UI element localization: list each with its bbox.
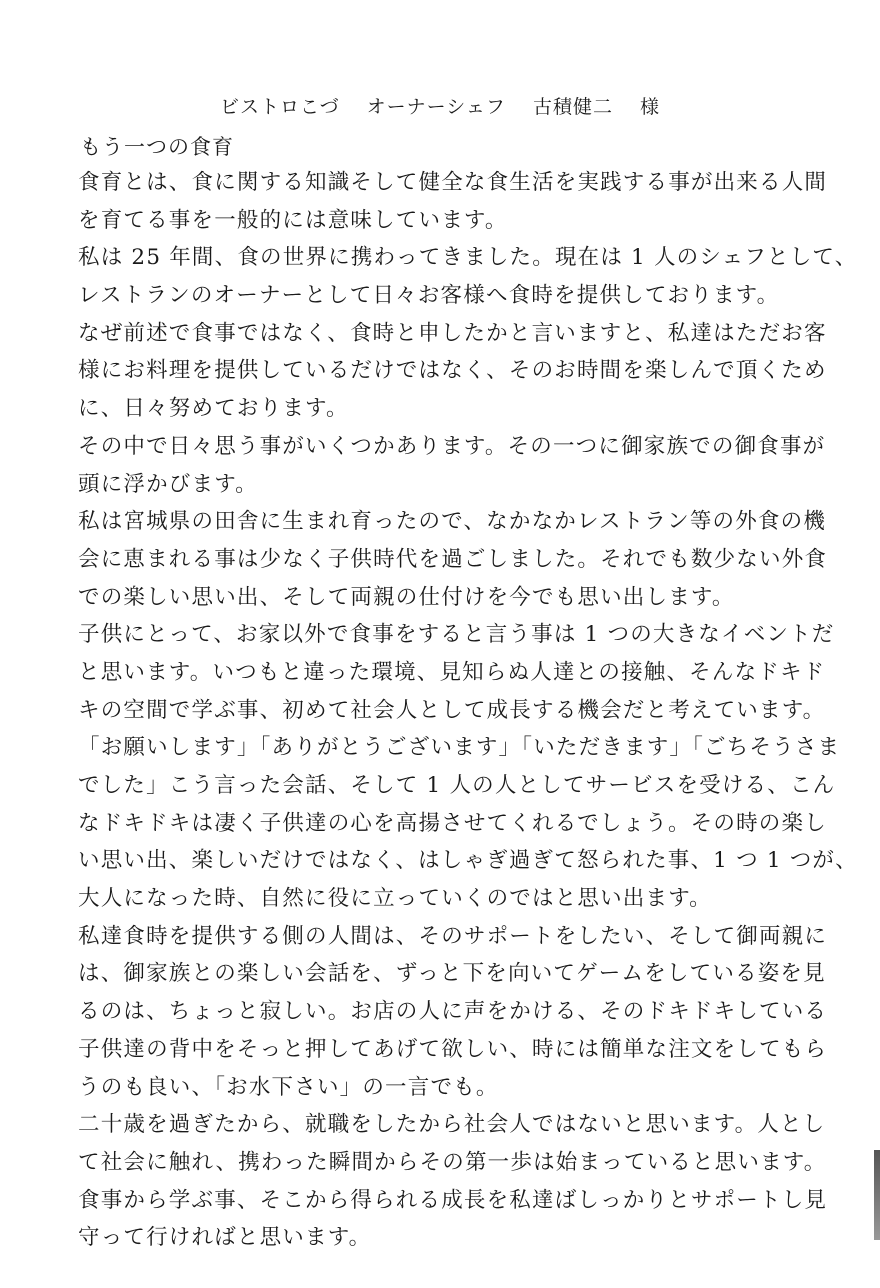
text-line: 食育とは、食に関する知識そして健全な食生活を実践する事が出来る人間 [78, 170, 828, 195]
restaurant-name: ビストロこづ [219, 96, 340, 118]
text-line: なドキドキは凄く子供達の心を高揚させてくれるでしょう。その時の楽し [78, 810, 827, 836]
text-line: 大人になった時、自然に役に立っていくのではと思い出ます。 [78, 886, 712, 912]
text-line: レストランのオーナーとして日々お客様へ食時を提供しております。 [78, 283, 780, 309]
article-body [78, 164, 858, 1257]
text-line: 二十歳を過ぎたから、就職をしたから社会人ではないと思います。人とし [78, 1112, 826, 1138]
text-line: を育てる事を一般的には意味しています。 [78, 207, 508, 233]
text-line: は、御家族との楽しい会話を、ずっと下を向いてゲームをしている姿を見 [78, 961, 826, 987]
text-line: 食事から学ぶ事、そこから得られる成長を私達ばしっかりとサポートし見 [78, 1187, 828, 1213]
text-line: 子供達の背中をそっと押してあげて欲しい、時には簡単な注文をしてもら [78, 1036, 828, 1062]
author-role: オーナーシェフ [366, 96, 506, 118]
text-line: うのも良い、「お水下さい」の一言でも。 [78, 1074, 499, 1100]
author-name: 古積健二 [532, 96, 613, 118]
text-line: 会に恵まれる事は少なく子供時代を過ごしました。それでも数少ない外食 [78, 546, 828, 572]
text-line: て社会に触れ、携わった瞬間からその第一歩は始まっていると思います。 [78, 1149, 827, 1175]
text-line: その中で日々思う事がいくつかあります。その一つに御家族での御食事が [78, 433, 826, 459]
text-line: 頭に浮かびます。 [78, 471, 258, 497]
text-line: 子供にとって、お家以外で食事をすると言う事は 1 つの大きなイベントだ [78, 622, 835, 648]
text-line: 守って行ければと思います。 [78, 1225, 372, 1251]
text-line: 様にお料理を提供しているだけではなく、そのお時間を楽しんで頂くため [78, 358, 827, 384]
text-line: い思い出、楽しいだけではなく、はしゃぎ過ぎて怒られた事、1 つ 1 つが、 [78, 848, 858, 874]
text-line: 私達食時を提供する側の人間は、そのサポートをしたい、そして御両親に [78, 923, 828, 949]
text-line: 私は 25 年間、食の世界に携わってきました。現在は 1 人のシェフとして、 [78, 245, 858, 271]
text-line: と思います。いつもと違った環境、見知らぬ人達との接触、そんなドキド [78, 659, 826, 685]
text-line: キの空間で学ぶ事、初めて社会人として成長する機会だと考えています。 [78, 697, 826, 723]
author-header [0, 92, 880, 119]
text-line: なぜ前述で食事ではなく、食時と申したかと言いますと、私達はただお客 [78, 320, 827, 346]
text-line: るのは、ちょっと寂しい。お店の人に声をかける、そのドキドキしている [78, 999, 828, 1025]
scan-edge-shadow [874, 1150, 880, 1240]
text-line: での楽しい思い出、そして両親の仕付けを今でも思い出します。 [78, 584, 735, 610]
text-line: 「お願いします」「ありがとうございます」「いただきます」「ごちそうさま [78, 735, 841, 761]
article-title: もう一つの食育 [80, 135, 234, 159]
text-line: に、日々努めております。 [78, 396, 349, 422]
text-line: でした」こう言った会話、そして 1 人の人としてサービスを受ける、こん [78, 773, 836, 798]
text-line: 私は宮城県の田舎に生まれ育ったので、なかなかレストラン等の外食の機 [78, 509, 827, 535]
author-honorific: 様 [640, 96, 661, 118]
